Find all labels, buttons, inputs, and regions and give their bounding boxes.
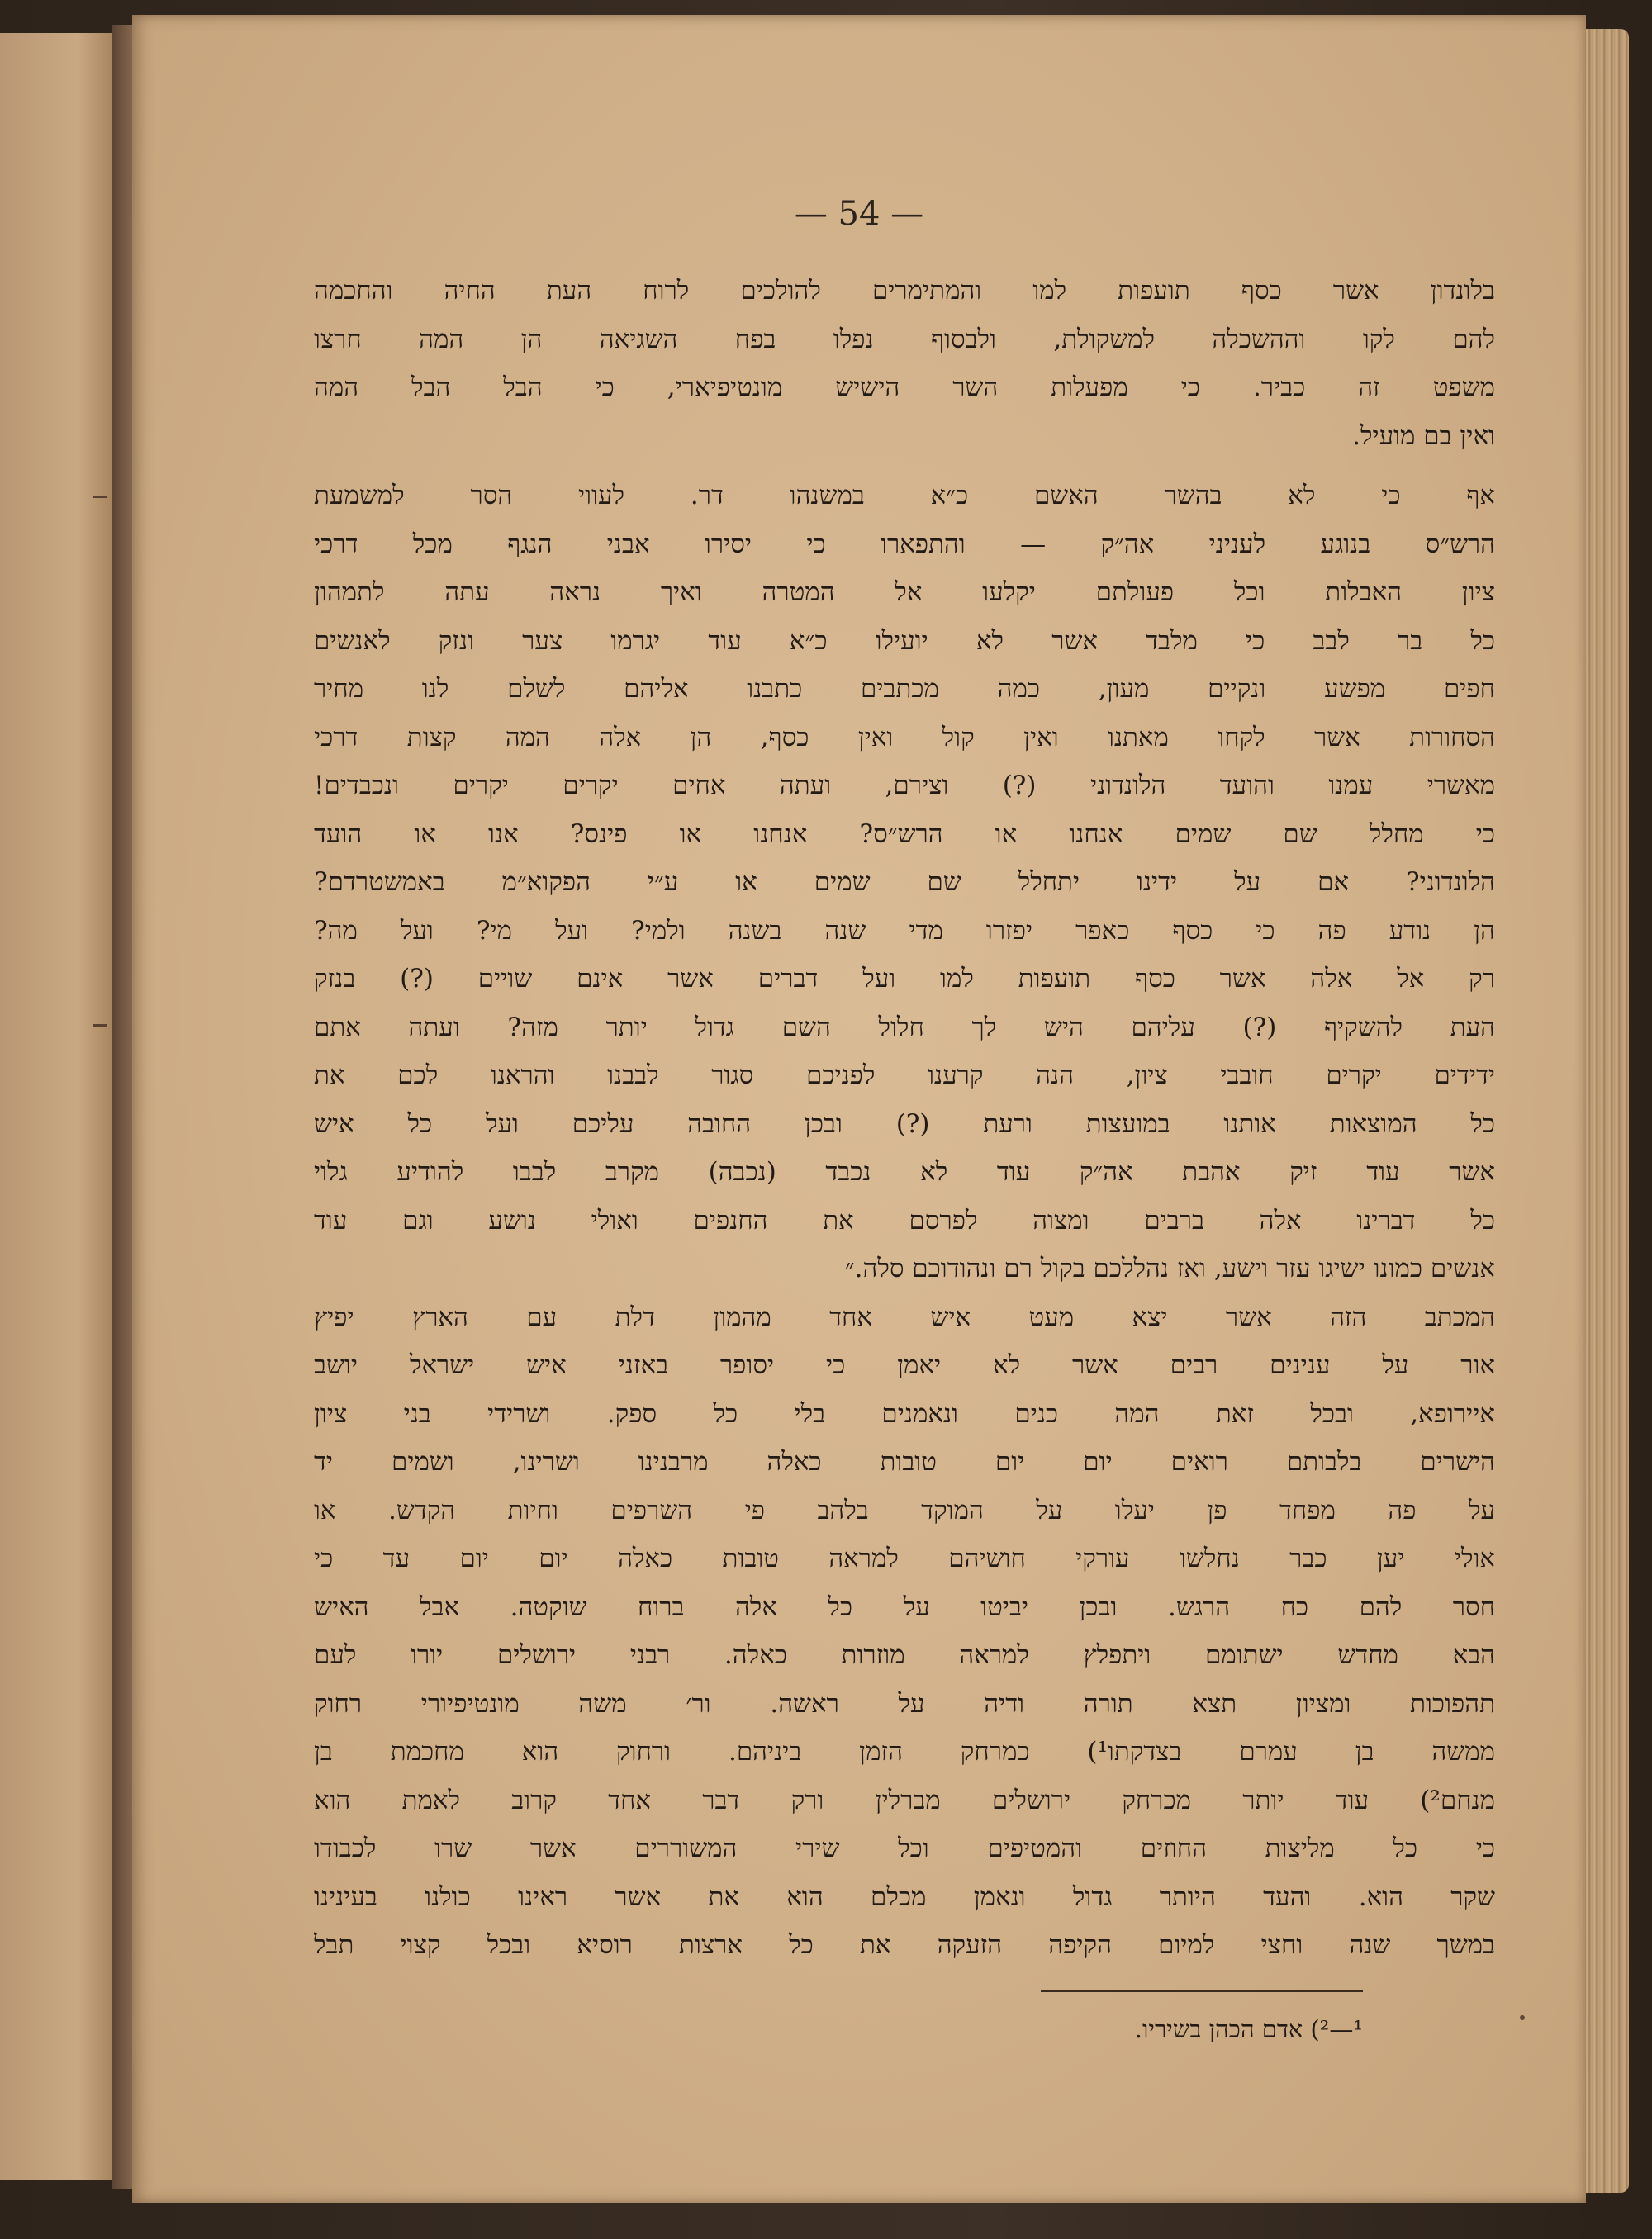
text-line: ידידים יקרים חובבי ציון, הנה קרענו לפניכם סגור לבבנו והראנו לכם את: [314, 1060, 1495, 1090]
text-line: ציון האבלות וכל פעולתם יקלעו אל המטרה ואיך נראה עתה לתמהון: [314, 577, 1495, 607]
text-line: כל בר לבב כי מלבד אשר לא יועילו כ״א עוד יגרמו צער ונזק לאנשים: [314, 625, 1495, 656]
text-line: הלונדוני? אם על ידינו יתחלל שם שמים או ע״י הפקוא״מ באמשטרדם?: [314, 867, 1495, 897]
text-line: משפט זה כביר. כי מפעלות השר הישיש מונטיפיארי, כי הבל הבל המה: [314, 372, 1495, 402]
text-line: הישרים בלבותם רואים יום יום טובות כאלה מרבנינו ושרינו, ושמים יד: [314, 1447, 1495, 1477]
text-line: ואין בם מועיל.: [1352, 420, 1495, 451]
text-line: רק אל אלה אשר כסף תועפות למו ועל דברים אשר אינם שויים (?) בנזק: [314, 964, 1495, 994]
text-line: הרש״ס בנוגע לעניני אה״ק — והתפארו כי יסירו אבני הנגף מכל דרכי: [314, 529, 1495, 559]
text-line: חסר להם כח הרגש. ובכן יביטו על כל אלה ברוח שוקטה. אבל האיש: [314, 1591, 1495, 1622]
page-number: — 54 —: [794, 195, 924, 233]
margin-mark: [1520, 2015, 1525, 2020]
text-line: העת להשקיף (?) עליהם היש לך חלול השם גדול יותר מזה? ועתה אתם: [314, 1012, 1495, 1042]
text-line: אף כי לא בהשר האשם כ״א במשנהו דר. לעווי הסר למשמעת: [314, 481, 1495, 510]
text-line: מאשרי עמנו והועד הלונדוני (?) וצירם, ועתה אחים יקרים יקרים ונכבדים!: [314, 771, 1495, 800]
facing-page-edge: [0, 33, 113, 2180]
text-line: הסחורות אשר לקחו מאתנו ואין קול ואין כסף, הן אלה המה קצות דרכי: [314, 722, 1495, 752]
facing-page-mark: [93, 1024, 107, 1027]
text-line: הן נודע פה כי כסף כאפר יפזרו מדי שנה בשנה ולמי? ועל מי? ועל מה?: [314, 915, 1495, 946]
text-line: אולי יען כבר נחלשו עורקי חושיהם למראה טובות כאלה יום יום עד כי: [314, 1544, 1495, 1573]
text-line: אנשים כמונו ישיגו עזר וישע, ואז נהללכם בקול רם ונהודוכם סלה.״: [844, 1254, 1495, 1283]
text-line: ממשה בן עמרם בצדקתו¹) כמרחק הזמן ביניהם. ורחוק הוא מחכמת בן: [314, 1737, 1495, 1767]
text-line: כל דברינו אלה ברבים ומצוה לפרסם את החנפים ואולי נושע וגם עוד: [314, 1205, 1495, 1236]
footnote-rule: [1041, 1990, 1363, 1992]
text-line: הבא מחדש ישתומם ויתפלץ למראה מוזרות כאלה. רבני ירושלים יורו לעם: [314, 1640, 1495, 1670]
text-line: כי מחלל שם שמים אנחנו או הרש״ס? אנחנו או פינס? אנו או הועד: [314, 818, 1495, 849]
text-line: אשר עוד זיק אהבת אה״ק עוד לא נכבד (נכבה) מקרב לבבו להודיע גלוי: [314, 1157, 1495, 1187]
text-line: אור על ענינים רבים אשר לא יאמן כי יסופר באזני איש ישראל יושב: [314, 1350, 1495, 1380]
text-line: מנחם²) עוד יותר מכרחק ירושלים מברלין ורק דבר אחד קרוב לאמת הוא: [314, 1785, 1495, 1815]
body-text: [314, 267, 1495, 1970]
text-line: תהפוכות ומציון תצא תורה ודיה על ראשה. ור׳ משה מונטיפיורי רחוק: [314, 1688, 1495, 1719]
book-page: [132, 15, 1586, 2203]
text-line: להם לקו וההשכלה למשקולת, ולבסוף נפלו בפח השגיאה הן המה חרצו: [314, 324, 1495, 354]
text-line: במשך שנה וחצי למיום הקיפה הזעקה את כל ארצות רוסיא ובכל קצוי תבל: [314, 1930, 1495, 1960]
text-line: כל המוצאות אותנו במועצות ורעת (?) ובכן החובה עליכם ועל כל איש: [314, 1108, 1495, 1139]
text-line: איירופא, ובכל זאת המה כנים ונאמנים בלי כל ספק. ושרידי בני ציון: [314, 1398, 1495, 1429]
text-line: חפים מפשע ונקיים מעון, כמה מכתבים כתבנו אליהם לשלם לנו מחיר: [314, 674, 1495, 704]
footnote: ¹—²) אדם הכהן בשיריו.: [1134, 2015, 1363, 2043]
text-line: על פה מפחד פן יעלו על המוקד בלהב פי השרפים וחיות הקדש. או: [314, 1495, 1495, 1525]
facing-page-mark: [93, 496, 107, 498]
paragraph-gap: [314, 460, 1495, 472]
text-line: כי כל מליצות החוזים והמטיפים וכל שירי המשוררים אשר שרו לכבודו: [314, 1833, 1495, 1863]
text-line: המכתב הזה אשר יצא מעט איש אחד מהמון דלת עם הארץ יפיץ: [314, 1302, 1495, 1332]
text-line: בלונדון אשר כסף תועפות למו והמתימרים להולכים לרוח העת החיה והחכמה: [314, 276, 1495, 306]
text-line: שקר הוא. והעד היותר גדול ונאמן מכלם הוא את אשר ראינו כולנו בעינינו: [314, 1881, 1495, 1912]
